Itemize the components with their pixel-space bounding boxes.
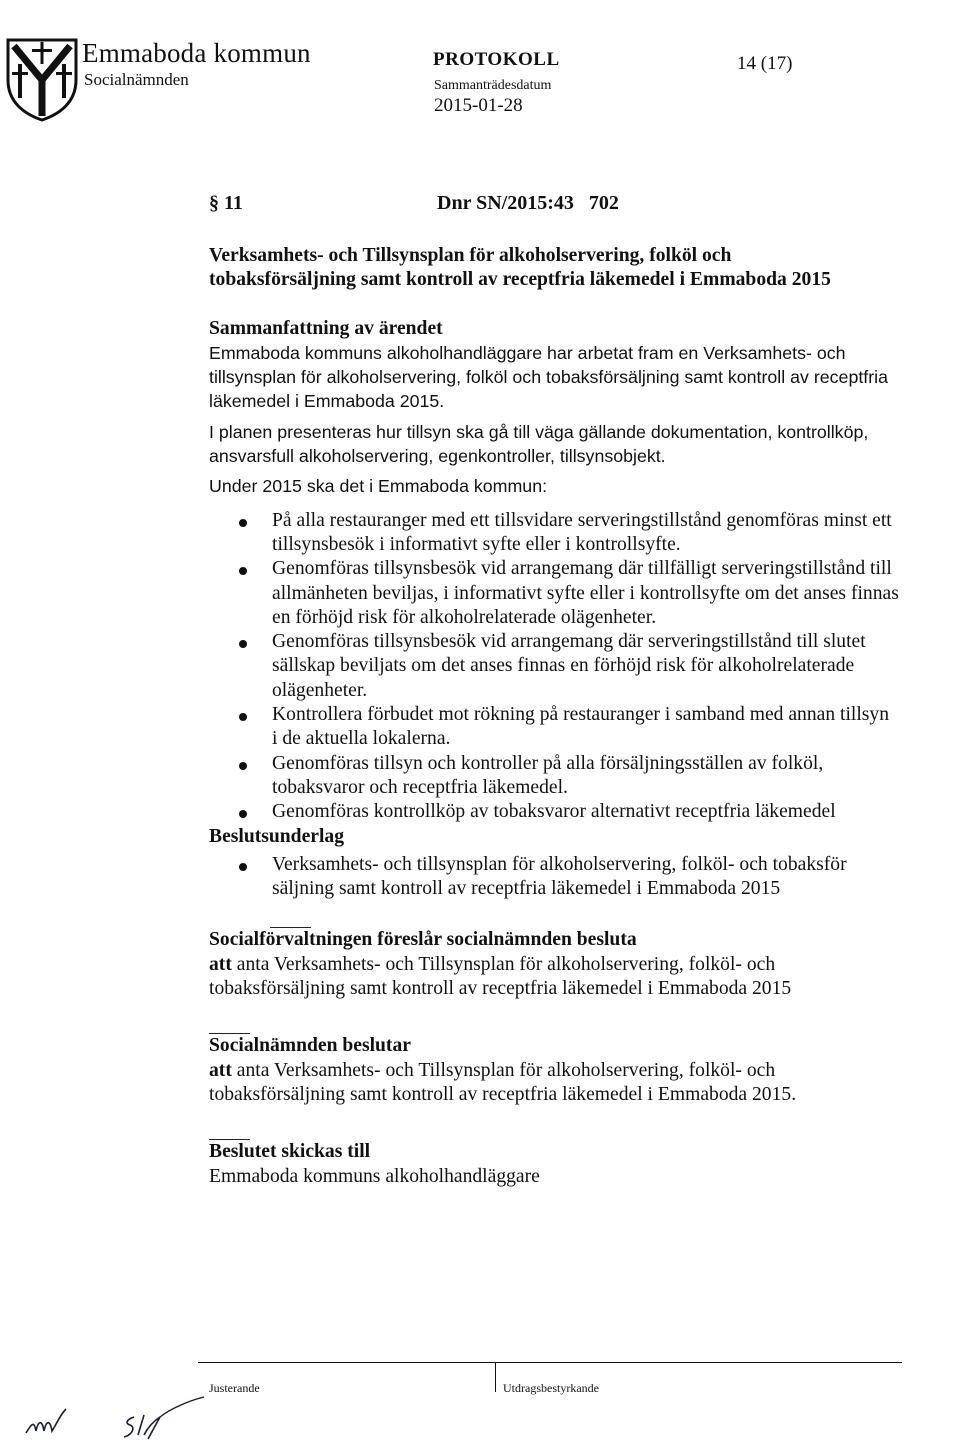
proposal-heading: Socialförvaltningen föreslår socialnämnden besluta: [209, 929, 637, 951]
sent-to-recipient: Emmaboda kommuns alkoholhandläggare: [209, 1165, 540, 1187]
planned-actions-list: [209, 509, 899, 825]
paragraph-title: [209, 244, 899, 293]
extract-certifier-label: Utdragsbestyrkande: [503, 1381, 599, 1395]
sent-to-heading: Beslutet skickas till: [209, 1141, 371, 1163]
footer-rule: [198, 1362, 902, 1363]
page-number: 14 (17): [737, 53, 793, 74]
summary-text-3: Under 2015 ska det i Emmaboda kommun:: [209, 476, 548, 497]
protocol-body: [209, 244, 899, 1189]
document-type: PROTOKOLL: [433, 49, 560, 70]
meeting-date-label: Sammanträdesdatum: [434, 78, 552, 93]
list-item: Kontrollera förbudet mot rökning på restauranger i samband med annan tillsyn i de aktuella lokalerna.: [209, 703, 899, 752]
summary-text-2: I planen presenteras hur tillsyn ska gå till väga gällande dokumentation, kontrollköp, ansvarsfull alkoholservering, egenkontroller, tillsynsobjekt.: [209, 421, 869, 467]
proposal-text: [209, 953, 899, 1002]
summary-text-1: Emmaboda kommuns alkoholhandläggare har arbetat fram en Verksamhets- och tillsynsplan för alkoholservering, folköl och tobaksförsäljning samt kontroll av receptfria läkemedel i Emmaboda 2015.: [209, 342, 888, 412]
title-line-1: Verksamhets- och Tillsynsplan för alkoholservering, folköl och: [209, 245, 732, 266]
basis-list: [209, 853, 899, 902]
list-item: Verksamhets- och tillsynsplan för alkoholservering, folköl- och tobaksför säljning samt kontroll av receptfria läkemedel i Emmaboda 2015: [209, 853, 899, 902]
title-line-2: tobaksförsäljning samt kontroll av receptfria läkemedel i Emmaboda 2015: [209, 269, 831, 291]
list-item: På alla restauranger med ett tillsvidare serveringstillstånd genomföras minst ett tillsynsbesök i informativt syfte eller i kontrollsyfte.: [209, 509, 899, 558]
decision-heading: Socialnämnden beslutar: [209, 1035, 411, 1057]
list-item: Genomföras kontrollköp av tobaksvaror alternativt receptfria läkemedel: [209, 800, 899, 824]
decision-body: anta Verksamhets- och Tillsynsplan för alkoholservering, folköl- och tobaksförsäljning samt kontroll av receptfria läkemedel i Emmaboda 2015.: [209, 1059, 797, 1105]
footer-divider: [495, 1362, 496, 1392]
list-item: Genomföras tillsynsbesök vid arrangemang där tillfälligt serveringstillstånd till allmänheten beviljas, i informativt syfte eller i kontrollsyfte om det anses finnas en förhöjd risk för alkoholrelaterade olägenheter.: [209, 557, 899, 630]
adjuster-label: Justerande: [209, 1381, 260, 1395]
summary-heading: Sammanfattning av ärendet: [209, 317, 443, 339]
meeting-date: 2015-01-28: [434, 95, 523, 116]
paragraph-number: § 11: [209, 192, 243, 214]
organization-name: Emmaboda kommun: [82, 38, 311, 68]
att-keyword: att: [209, 1059, 232, 1081]
att-keyword: att: [209, 953, 232, 975]
proposal-body: anta Verksamhets- och Tillsynsplan för alkoholservering, folköl- och tobaksförsäljning samt kontroll av receptfria läkemedel i Emmaboda 2015: [209, 953, 792, 1000]
basis-heading: Beslutsunderlag: [209, 825, 345, 847]
list-item: Genomföras tillsynsbesök vid arrangemang där serveringstillstånd till slutet sällskap beviljats om det anses finnas en förhöjd risk för alkoholrelaterade olägenheter.: [209, 630, 899, 703]
municipal-coat-of-arms-icon: [4, 36, 80, 122]
department-name: Socialnämnden: [84, 70, 189, 89]
decision-text: [209, 1059, 899, 1108]
list-item: Genomföras tillsyn och kontroller på alla försäljningsställen av folköl, tobaksvaror och receptfria läkemedel.: [209, 752, 899, 801]
diary-number: Dnr SN/2015:43 702: [437, 192, 619, 214]
handwritten-initials-signature: [20, 1395, 220, 1445]
